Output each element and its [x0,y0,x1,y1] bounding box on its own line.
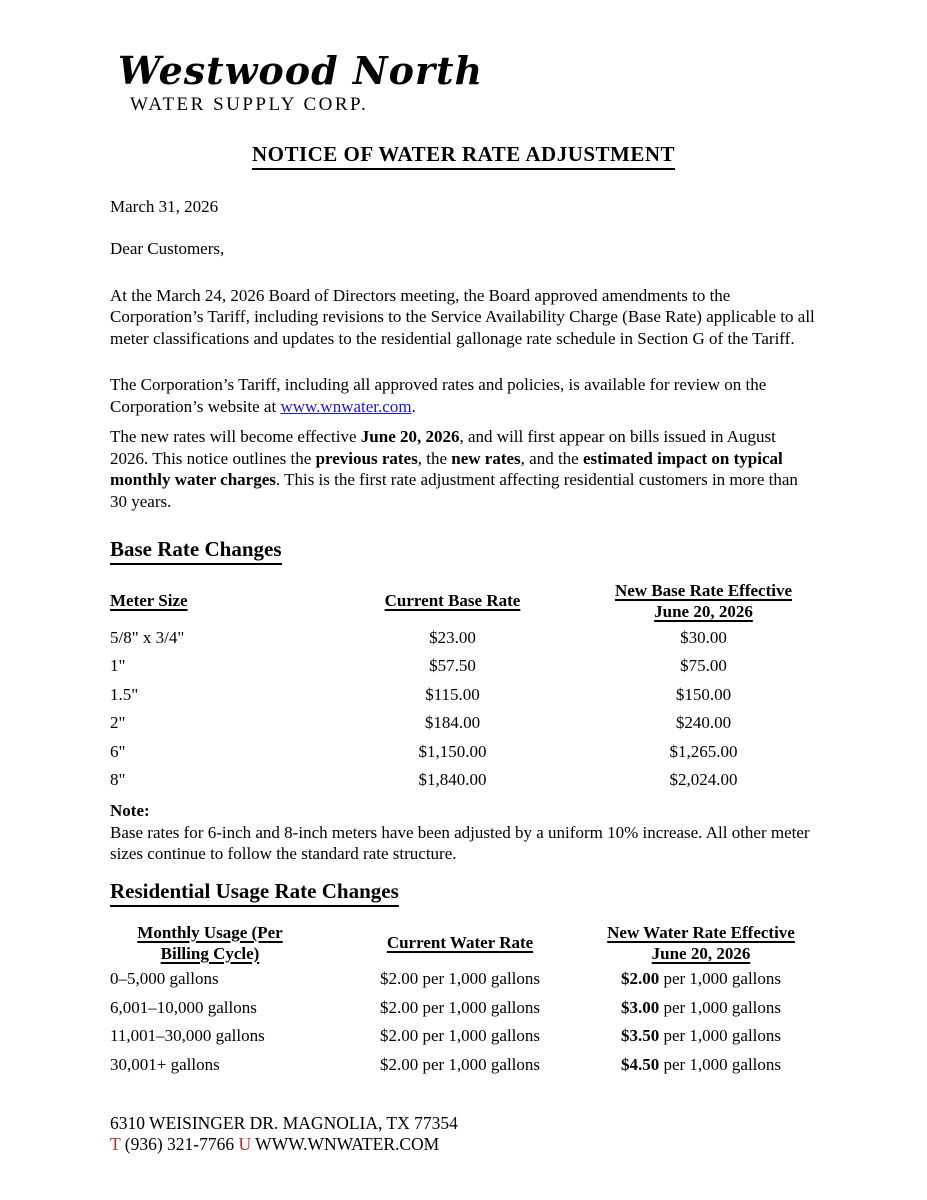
residential-rate-table [110,921,817,1079]
column-header-monthly-usage: Monthly Usage (Per Billing Cycle) [137,922,283,963]
letter-greeting: Dear Customers, [110,239,225,259]
table-row: 1.5" $115.00 $150.00 [110,684,732,704]
footer-address: 6310 WEISINGER DR. MAGNOLIA, TX 77354 [110,1112,458,1133]
website-link[interactable]: www.wnwater.com [280,396,412,416]
residential-table-header [110,921,817,965]
note-text: Base rates for 6-inch and 8-inch meters have been adjusted by a uniform 10% increase. All other meter sizes continue to follow the standard rate structure. [110,822,810,864]
table-row: 6" $1,150.00 $1,265.00 [110,741,738,761]
column-header-new-base-rate: New Base Rate Effective June 20, 2026 [614,581,792,622]
paragraph-effective-date: The new rates will become effective June 20, 2026, and will first appear on bills issued in August 2026. This notice outlines the previous rates, the new rates, and the estimated impact on typical monthly water charges. This is the first rate adjustment affecting residential customers in more than 30 years. [110,427,798,511]
paragraph-text: . [411,396,416,416]
column-header-meter-size: Meter Size [110,591,188,611]
paragraph-board-meeting: At the March 24, 2026 Board of Directors meeting, the Board approved amendments to the Corporation’s Tariff, including revisions to the Service Availability Charge (Base Rate) applicable to all meter classifications and updates to the residential gallonage rate schedule in Section G of the Tariff. [110,285,815,348]
letter-date: March 31, 2026 [110,196,219,216]
footer [110,1113,817,1156]
table-row: 30,001+ gallons $2.00 per 1,000 gallons $4.50 per 1,000 gallons [110,1054,782,1074]
column-header-new-water-rate: New Water Rate Effective June 20, 2026 [607,922,795,963]
table-row: 6,001–10,000 gallons $2.00 per 1,000 gallons $3.00 per 1,000 gallons [110,997,782,1017]
phone-label: T [110,1134,121,1155]
company-logo [110,0,817,116]
paragraph-tariff-website [110,374,817,417]
table-row: 11,001–30,000 gallons $2.00 per 1,000 gallons $3.50 per 1,000 gallons [110,1026,782,1046]
paragraph-text: The Corporation’s Tariff, including all approved rates and policies, is available for review on the Corporation’s website at [110,375,767,416]
web-label: U [238,1134,252,1155]
table-row: 0–5,000 gallons $2.00 per 1,000 gallons $2.00 per 1,000 gallons [110,969,782,989]
note-label: Note: [110,801,150,821]
company-logo-name: Westwood North [118,48,484,93]
section-heading-residential: Residential Usage Rate Changes [110,879,399,907]
table-row: 5/8" x 3/4" $23.00 $30.00 [110,627,727,647]
footer-phone: (936) 321-7766 [120,1134,239,1155]
company-logo-subtitle: WATER SUPPLY CORP. [130,93,369,115]
column-header-current-water-rate: Current Water Rate [386,932,534,952]
table-row: 1" $57.50 $75.00 [110,656,727,676]
footer-contact [110,1134,817,1156]
base-rate-table-header [110,579,817,623]
note-block [110,800,817,865]
base-rate-table [110,579,817,794]
page-title: NOTICE OF WATER RATE ADJUSTMENT [252,142,675,170]
table-row: 2" $184.00 $240.00 [110,713,732,733]
footer-website: WWW.WNWATER.COM [251,1134,440,1155]
effective-date-bold: June 20, 2026 [360,427,460,447]
column-header-current-base-rate: Current Base Rate [384,591,521,611]
section-heading-base-rate: Base Rate Changes [110,537,282,565]
table-row: 8" $1,840.00 $2,024.00 [110,770,738,790]
